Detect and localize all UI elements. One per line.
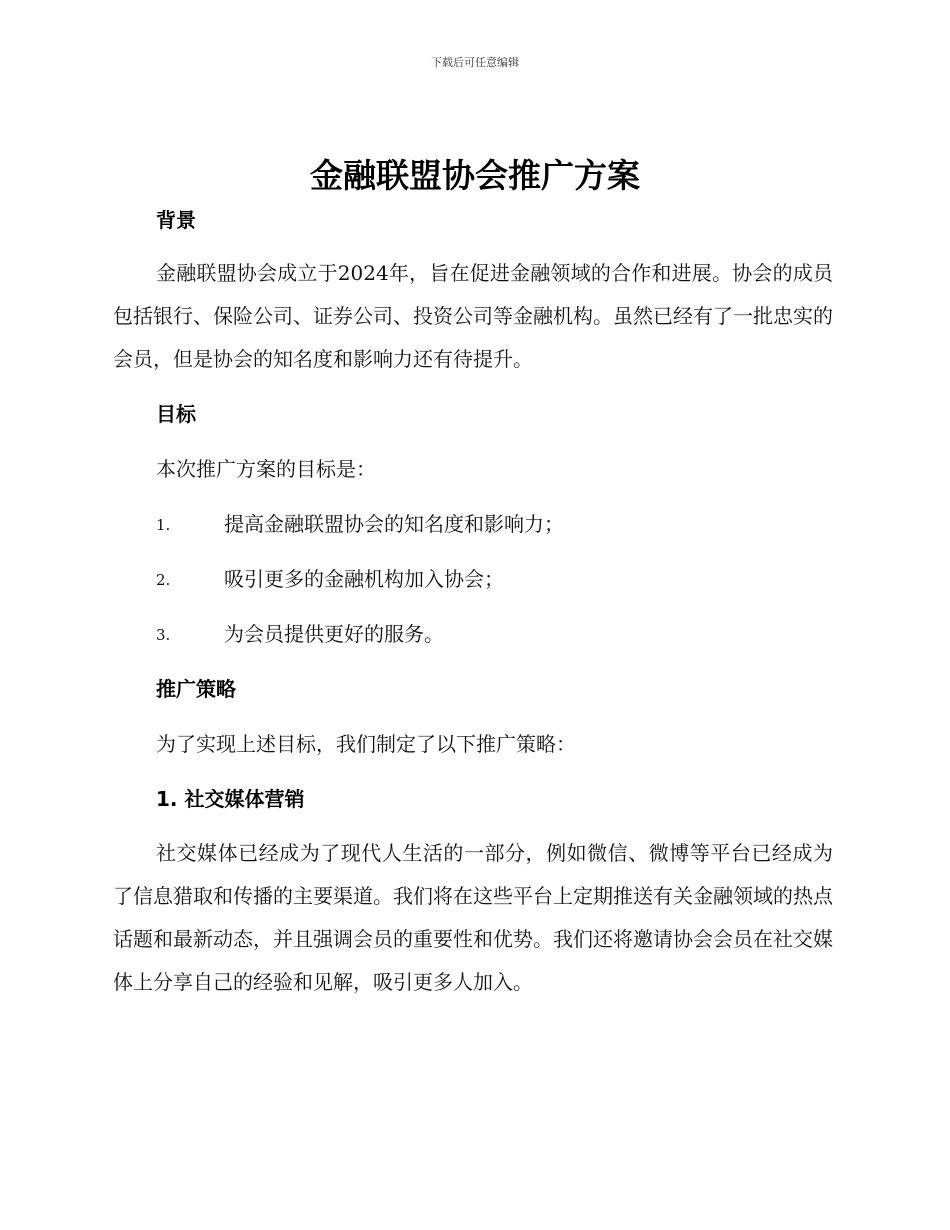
list-text: 为会员提供更好的服务。: [224, 622, 444, 646]
list-number: 3.: [156, 626, 171, 644]
header-note: 下载后可任意编辑: [431, 56, 519, 69]
heading-background: 背景: [156, 208, 196, 232]
list-text: 提高金融联盟协会的知名度和影响力；: [224, 512, 564, 536]
paragraph-background: 金融联盟协会成立于2024年，旨在促进金融领域的合作和进展。协会的成员包括银行、保险公司、证券公司、投资公司等金融机构。虽然已经有了一批忠实的会员，但是协会的知名度和影响力还有待提升。: [113, 261, 833, 371]
list-number: 2.: [156, 571, 171, 589]
document-title: 金融联盟协会推广方案: [310, 156, 640, 195]
heading-goals: 目标: [156, 402, 196, 426]
heading-social-media: 1. 社交媒体营销: [156, 787, 305, 811]
list-number: 1.: [156, 516, 171, 534]
goals-intro: 本次推广方案的目标是：: [156, 457, 376, 481]
paragraph-social-media: 社交媒体已经成为了现代人生活的一部分，例如微信、微博等平台已经成为了信息猎取和传播的主要渠道。我们将在这些平台上定期推送有关金融领域的热点话题和最新动态，并且强调会员的重要性和优势。我们还将邀请协会会员在社交媒体上分享自己的经验和见解，吸引更多人加入。: [113, 841, 833, 994]
heading-strategy: 推广策略: [156, 677, 236, 701]
strategy-intro: 为了实现上述目标，我们制定了以下推广策略：: [156, 732, 576, 756]
list-text: 吸引更多的金融机构加入协会；: [224, 567, 504, 591]
